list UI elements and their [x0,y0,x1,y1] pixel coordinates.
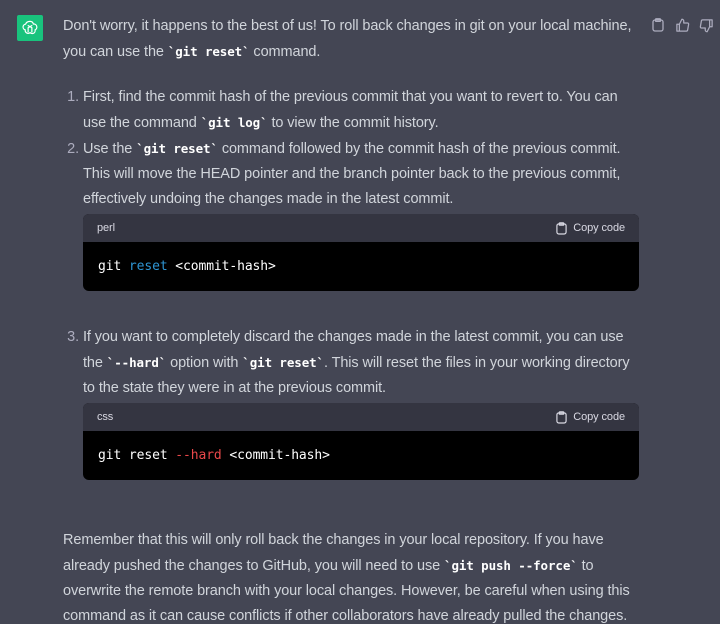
inline-code: `git reset` [167,44,250,59]
inline-code: `--hard` [106,355,167,370]
thumbs-up-icon[interactable] [674,17,690,33]
clipboard-icon [556,222,567,235]
inline-code: `git log` [200,115,268,130]
copy-code-button[interactable] [556,216,625,241]
inline-code: `git push --force` [444,558,578,573]
copy-code-label: Copy code [573,221,625,234]
thumbs-down-icon[interactable] [698,17,714,33]
list-item: 2. Use the `git reset` command followed by the commit hash of the previous commit. This will move the HEAD pointer and the branch pointer back to the previous commit, effectively undoing the changes made in the latest commit. perl Copy code git reset <commit-hash> [83,136,641,291]
code-language-label: perl [97,221,115,234]
inline-code: `git reset` [136,141,218,156]
code-language-label: css [97,410,114,423]
code-block-header [83,403,639,431]
inline-code: `git reset` [242,355,324,370]
clipboard-icon [556,411,567,424]
message-actions [650,17,714,33]
message-content [63,14,641,624]
copy-code-button[interactable] [556,405,625,430]
closing-paragraph: Remember that this will only roll back the changes in your local repository. If you have already pushed the changes to GitHub, you will need to use `git push --force` to overwrite the remote branch with your local changes. However, be careful when using this command as it can cause conflicts if other collaborators have already pulled the changes. [63,532,630,624]
openai-logo-icon [17,15,43,41]
copy-code-label: Copy code [573,410,625,423]
list-item: 3. If you want to completely discard the changes made in the latest commit, you can use the `--hard` option with `git reset`. This will reset the files in your working directory to the state they were in at the previous commit. css Copy code git reset --hard <commit-hash> [83,325,641,480]
list-item: 1. First, find the commit hash of the previous commit that you want to revert to. You can use the command `git log` to view the commit history. [83,85,641,136]
intro-paragraph: Don't worry, it happens to the best of us! To roll back changes in git on your local machine, you can use the `git reset` command. [63,18,632,60]
code-content: git reset <commit-hash> [98,259,276,274]
code-block [83,403,639,480]
code-content: git reset --hard <commit-hash> [98,448,330,463]
clipboard-icon[interactable] [650,17,666,33]
code-block [83,214,639,291]
steps-list [63,85,641,480]
code-block-header [83,214,639,242]
